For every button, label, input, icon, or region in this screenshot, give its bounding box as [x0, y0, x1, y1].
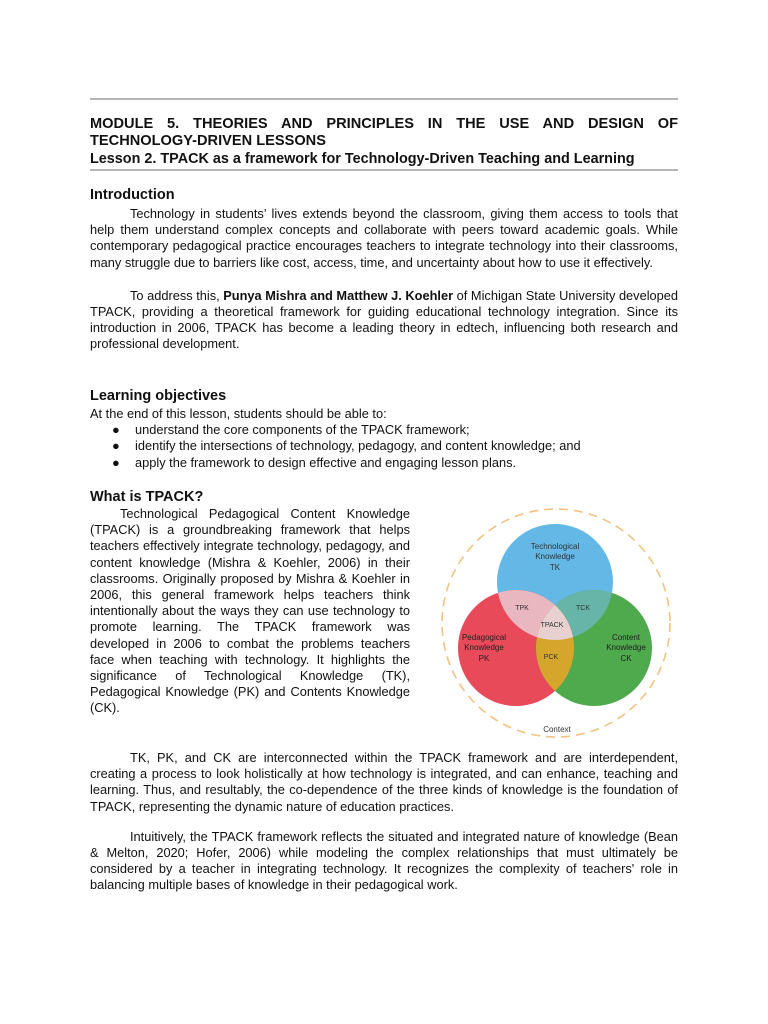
pk-abbr: PK [478, 654, 490, 663]
bullet-icon: ● [112, 454, 120, 470]
bullet-icon: ● [112, 438, 120, 454]
ck-abbr: CK [620, 654, 632, 663]
interconnection-paragraph: TK, PK, and CK are interconnected within the TPACK framework and are interdependent, creating a process to look holistically at how technology is integrated, and can enhance, teaching and learning. Thus, and resultably, the co-dependence of the three kinds of knowledge is the foundation of TPACK, representing the dynamic nature of education practices. [90, 750, 678, 814]
introduction-paragraph-2 [90, 288, 678, 353]
list-item [90, 438, 678, 454]
bullet-icon: ● [112, 422, 120, 438]
module-title: MODULE 5. THEORIES AND PRINCIPLES IN THE USE AND DESIGN OF TECHNOLOGY-DRIVEN LESSONS [90, 116, 678, 149]
what-is-paragraph: Technological Pedagogical Content Knowledge (TPACK) is a groundbreaking framework that helps teachers effectively integrate technology, pedagogy, and content knowledge (Mishra & Koehler, 2006) in their classrooms. Originally proposed by Mishra & Koehler in 2006, this general framework helps teachers think intentionally about the ways they can use technology to promote learning. The TPACK framework was developed in 2006 to combat the problems teachers face when teaching with technology. It highlights the significance of Technological Knowledge (TK), Pedagogical Knowledge (PK) and Contents Knowledge (CK). [90, 506, 410, 716]
tk-abbr: TK [549, 563, 561, 572]
pk-label-1: Pedagogical [461, 633, 507, 642]
situated-knowledge-paragraph: Intuitively, the TPACK framework reflects the situated and integrated nature of knowledge (Bean & Melton, 2020; Hofer, 2006) while modeling the complex relationships that must ultimately be considered by a teacher in integrating technology. It recognizes the complexity of teachers' role in balancing multiple bases of knowledge in their pedagogical work. [90, 828, 678, 893]
intro-p2-after: of Michigan State University developed TPACK, providing a theoretical framework for guiding educational technology integration. Since its introduction in 2006, TPACK has become a leading theory in edtech, influencing both research and professional development. [90, 287, 679, 352]
what-is-heading: What is TPACK? [90, 489, 204, 505]
tck-label: TCK [576, 605, 590, 612]
title-rule [90, 169, 678, 171]
tpack-venn-diagram [424, 504, 688, 742]
introduction-heading: Introduction [90, 187, 175, 203]
ck-label-2: Knowledge [606, 643, 646, 652]
context-label: Context [543, 725, 571, 734]
list-item [90, 422, 678, 438]
objectives-section [90, 388, 678, 471]
introduction-paragraph-1: Technology in students’ lives extends beyond the classroom, giving them access to tools that help them understand complex concepts and collaborate with peers toward academic goals. While contemporary pedagogical practice encourages teachers to integrate technology into their classrooms, many struggle due to barriers like cost, access, time, and uncertainty about how to use it effectively. [90, 206, 678, 270]
tk-label-1: Technological [530, 542, 580, 551]
list-item [90, 455, 678, 471]
objective-text: identify the intersections of technology, pedagogy, and content knowledge; and [135, 438, 581, 454]
authors-names: Punya Mishra and Matthew J. Koehler [223, 287, 454, 303]
objectives-heading: Learning objectives [90, 388, 227, 404]
objective-text: apply the framework to design effective and engaging lesson plans. [135, 454, 517, 470]
tpack-label: TPACK [540, 622, 564, 629]
introduction-section [90, 187, 678, 353]
pk-label-2: Knowledge [464, 643, 504, 652]
pck-label: PCK [543, 654, 559, 661]
objectives-lead: At the end of this lesson, students should be able to: [90, 406, 387, 421]
top-rule [90, 98, 678, 100]
ck-label-1: Content [611, 633, 641, 642]
objectives-list [90, 422, 678, 471]
tpk-label: TPK [515, 605, 529, 612]
objective-text: understand the core components of the TPACK framework; [135, 422, 470, 438]
lesson-title: Lesson 2. TPACK as a framework for Technology-Driven Teaching and Learning [90, 151, 635, 167]
intro-p2-before: To address this, [130, 287, 224, 303]
what-is-column [90, 506, 410, 717]
tk-label-2: Knowledge [535, 552, 575, 561]
interconnection-section [90, 750, 678, 894]
